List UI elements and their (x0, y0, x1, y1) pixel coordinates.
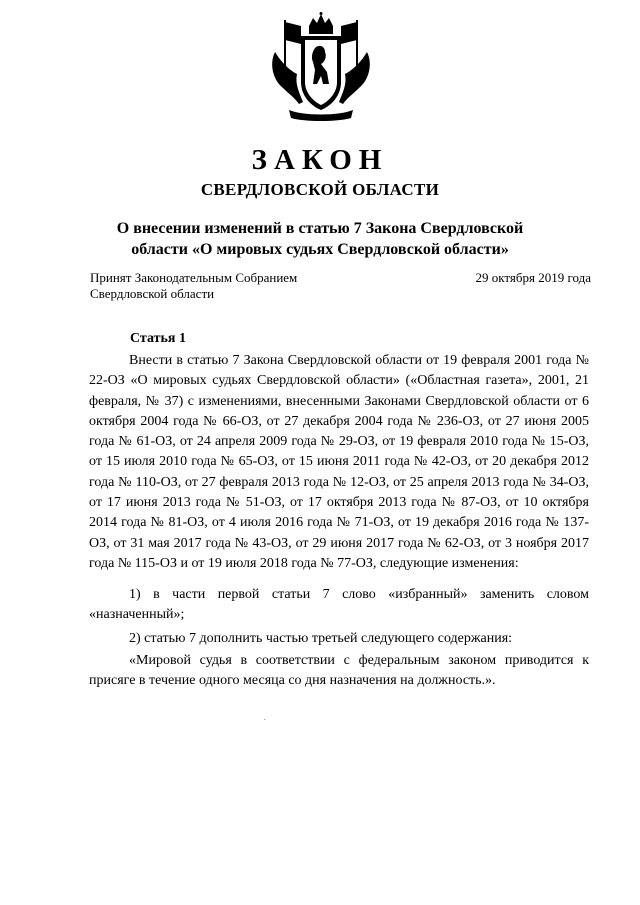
scan-speck (264, 719, 265, 720)
document-subtitle: СВЕРДЛОВСКОЙ ОБЛАСТИ (200, 180, 440, 199)
article-paragraph: Внести в статью 7 Закона Свердловской области от 19 февраля 2001 года № 22-ОЗ «О мировых судьях Свердловской области» («Областная газета», 2001, 21 февраля, № 37) с изменениями, внесенными Законами Свердловской области от 6 октября 2004 года № 66-ОЗ, от 27 декабря 2004 года № 236-ОЗ, от 27 июня 2005 года № 61-ОЗ, от 24 апреля 2009 года № 29-ОЗ, от 19 февраля 2010 года № 15-ОЗ, от 15 июля 2010 года № 65-ОЗ, от 15 июня 2011 года № 42-ОЗ, от 20 декабря 2012 года № 110-ОЗ, от 27 февраля 2013 года № 12-ОЗ, от 25 апреля 2013 года № 34-ОЗ, от 17 июня 2013 года № 51-ОЗ, от 17 октября 2013 года № 87-ОЗ, от 10 октября 2014 года № 81-ОЗ, от 4 июля 2016 года № 71-ОЗ, от 19 декабря 2016 года № 137-ОЗ, от 31 мая 2017 года № 43-ОЗ, от 29 июня 2017 года № 62-ОЗ, от 3 ноября 2017 года № 115-ОЗ и от 19 июля 2018 года № 77-ОЗ, следующие изменения: (89, 353, 589, 571)
adopted-date: 29 октября 2019 года (475, 270, 591, 285)
article-paragraph: «Мировой судья в соответствии с федеральным законом приводится к присяге в течение одного месяца со дня назначения на должность.». (89, 653, 589, 689)
adopted-by-line: Принят Законодательным Собранием (90, 270, 298, 285)
adopted-by-line: Свердловской области (90, 286, 215, 301)
law-heading-line: О внесении изменений в статью 7 Закона Свердловской (116, 220, 524, 237)
article-paragraph: 1) в части первой статьи 7 слово «избранный» заменить словом «назначенный»; (89, 587, 589, 623)
article-paragraph: 2) статью 7 дополнить частью третьей следующего содержания: (129, 631, 513, 646)
law-heading (90, 218, 550, 260)
adopted-by (90, 270, 297, 302)
document-title: ЗАКОН (251, 144, 389, 176)
coat-of-arms-icon (267, 12, 375, 124)
article-title: Статья 1 (130, 331, 186, 346)
law-heading-line: области «О мировых судьях Свердловской области» (131, 241, 509, 258)
